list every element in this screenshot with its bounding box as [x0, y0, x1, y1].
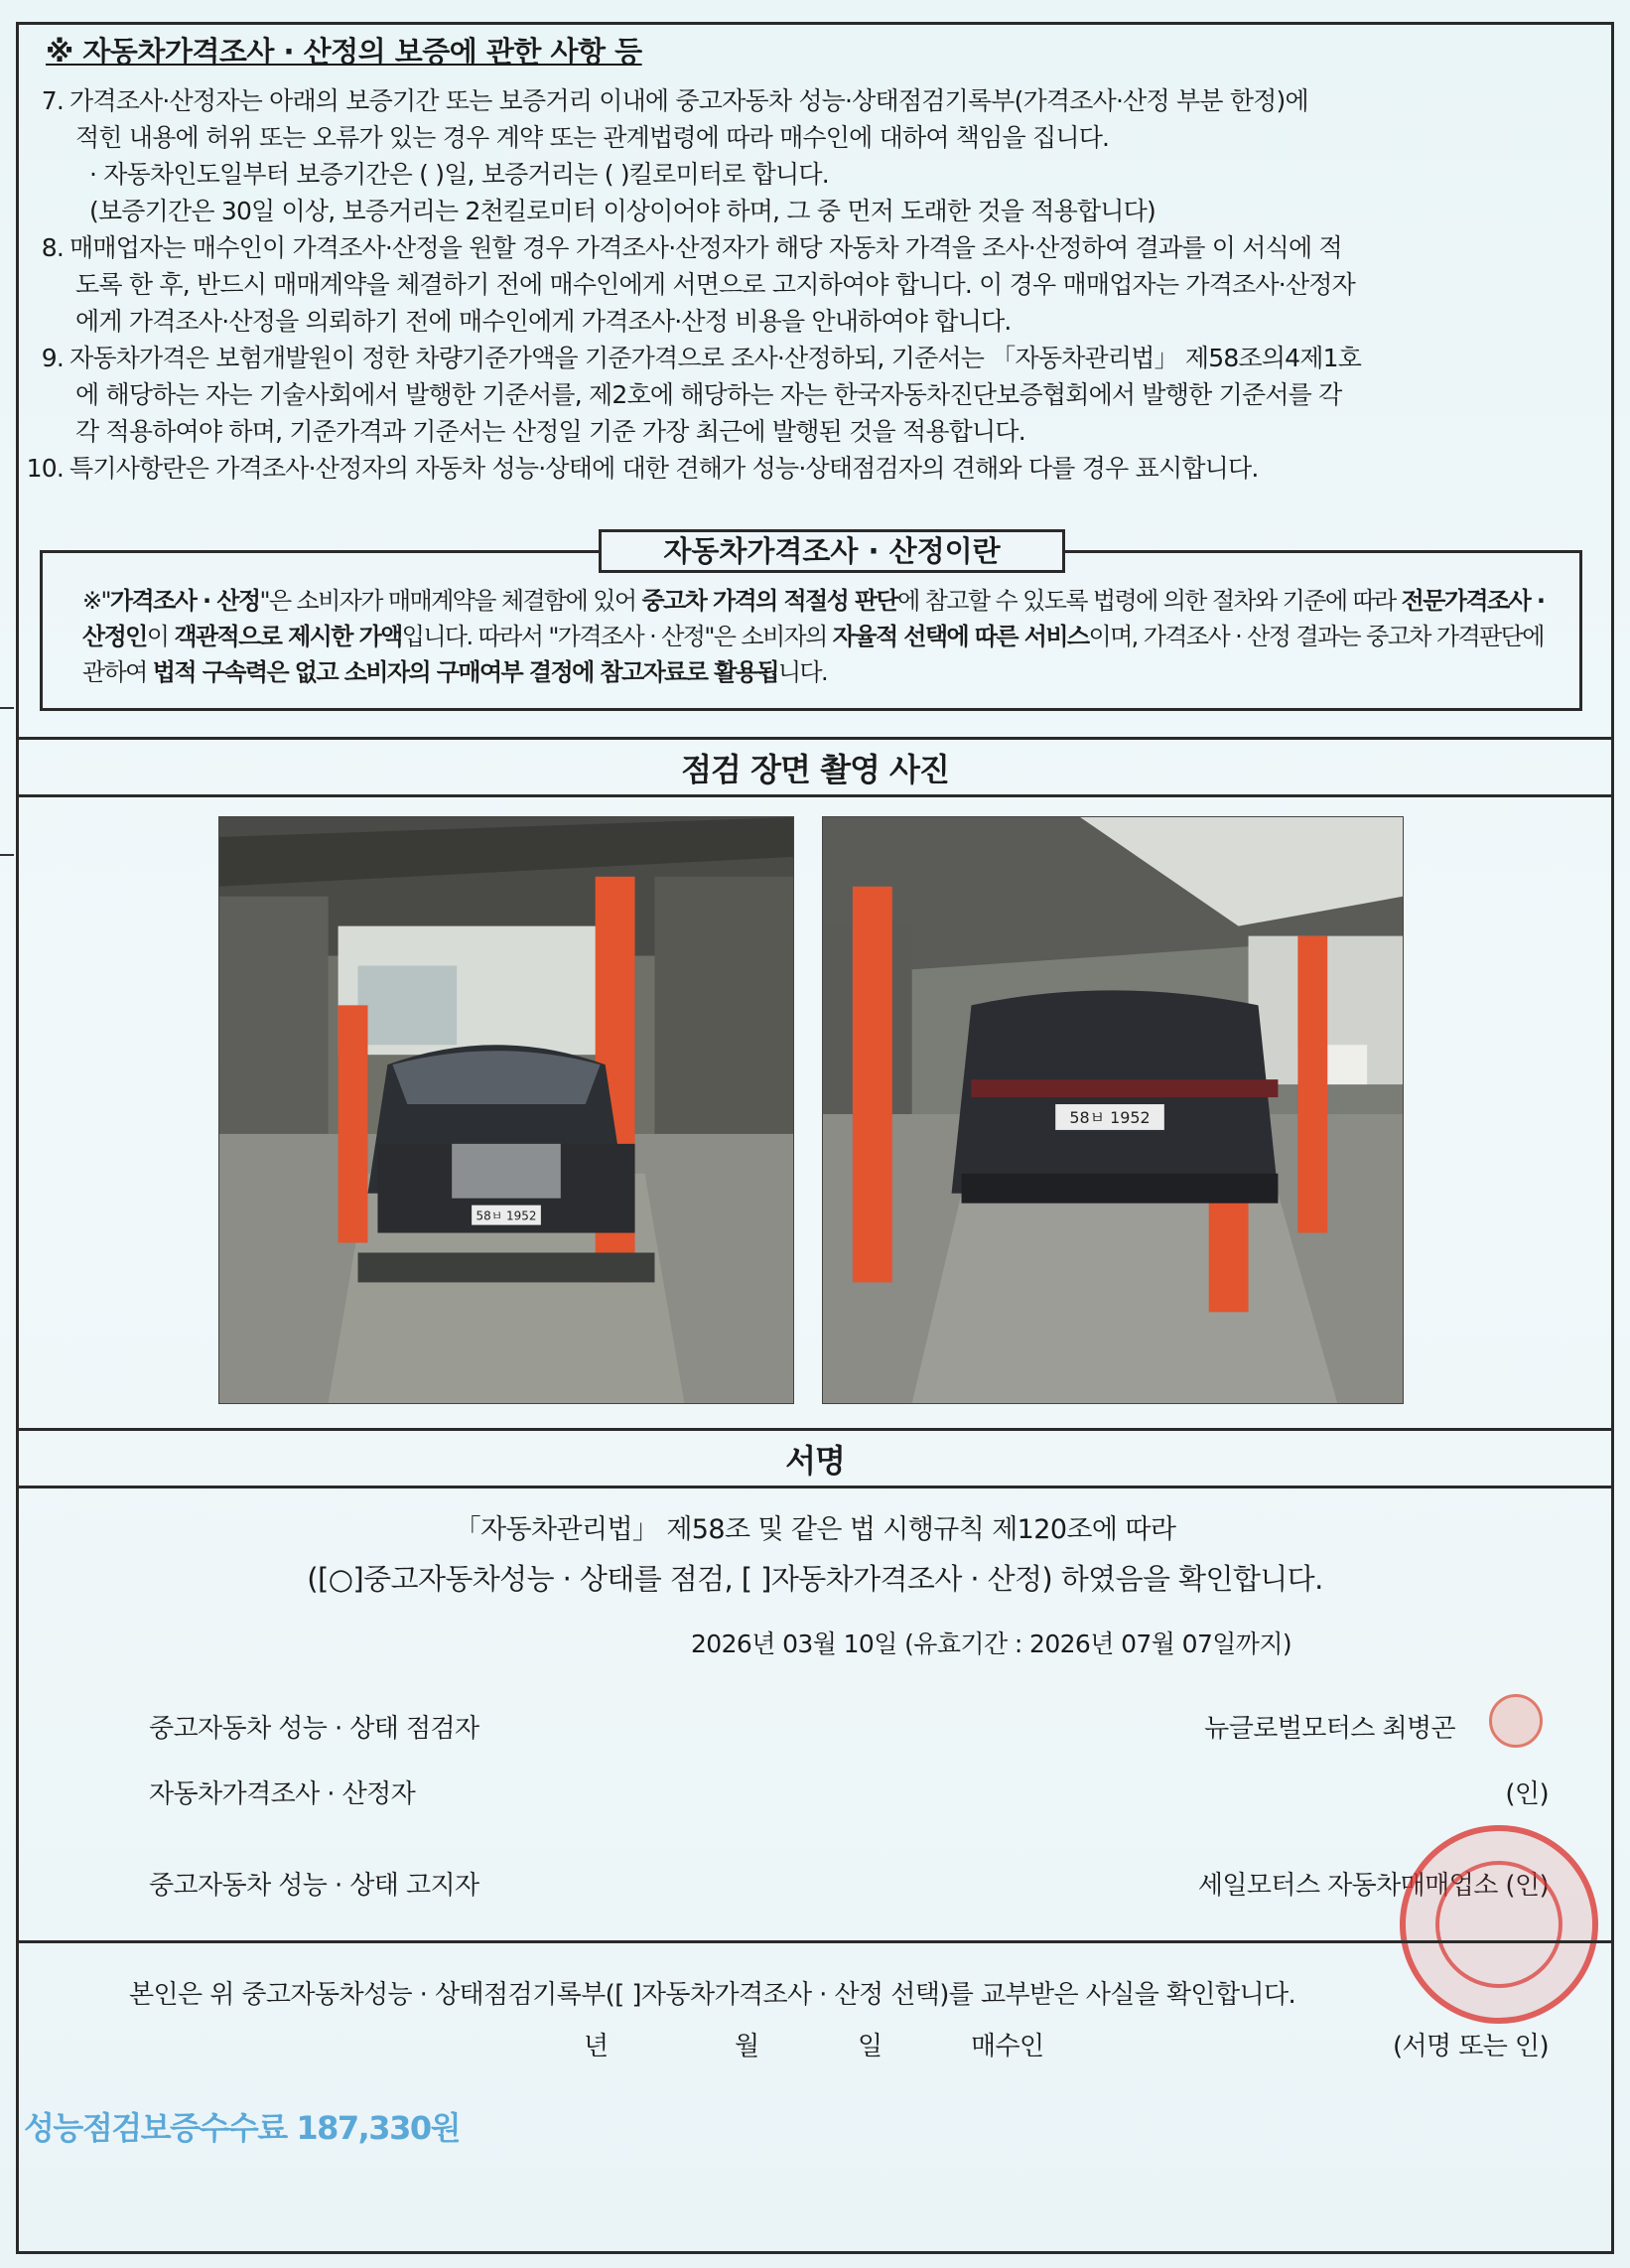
- definition-segment: 법적 구속력은 없고 소비자의 구매여부 결정에 참고자료로 활용됩: [152, 658, 778, 686]
- inspector-seal: [1489, 1694, 1543, 1748]
- warranty-item-text: 가격조사·산정자는 아래의 보증기간 또는 보증거리 이내에 중고자동차 성능·상태점검기록부(가격조사·산정 부분 한정)에: [69, 86, 1308, 115]
- inspector-role: 중고자동차 성능 · 상태 점검자: [149, 1714, 479, 1744]
- definition-segment: 중고차 가격의 적절성 판단: [641, 587, 898, 615]
- warranty-item-line: 에 해당하는 자는 기술사회에서 발행한 기준서를, 제2호에 해당하는 자는 한국자동차진단보증협회에서 발행한 기준서를 각: [75, 380, 1342, 409]
- warranty-item-line: [20, 340, 1608, 376]
- definition-segment: 이: [146, 623, 175, 650]
- warranty-item-line: 도록 한 후, 반드시 매매계약을 체결하기 전에 매수인에게 서면으로 고지하여야 합니다. 이 경우 매매업자는 가격조사·산정자: [75, 270, 1356, 299]
- warranty-item-text: 특기사항란은 가격조사·산정자의 자동차 성능·상태에 대한 견해가 성능·상태점검자의 견해와 다를 경우 표시합니다.: [69, 454, 1259, 483]
- receipt-year: 년: [584, 2032, 609, 2061]
- photo-section-title: 점검 장면 촬영 사진: [681, 751, 949, 788]
- definition-box: [40, 534, 1582, 711]
- notifier-name: 세일모터스 자동차매매업소 (인): [1197, 1871, 1549, 1901]
- appraiser-seal-mark: (인): [1505, 1779, 1549, 1809]
- warranty-item-number: 10.: [26, 454, 64, 483]
- inspection-photo-front: [218, 816, 794, 1404]
- notifier-role: 중고자동차 성능 · 상태 고지자: [149, 1871, 479, 1901]
- warranty-item-line: [20, 450, 1608, 487]
- definition-segment: 이며, 가격조사 · 산정 결과는 중고차 가격판단에 관하여: [82, 623, 1544, 686]
- inspection-date: 2026년 03월 10일 (유효기간 : 2026년 07월 07일까지): [691, 1630, 1292, 1658]
- front-plate-text: 58ㅂ 1952: [475, 1208, 537, 1223]
- warranty-item-line: 에게 가격조사·산정을 의뢰하기 전에 매수인에게 가격조사·산정 비용을 안내하여야 합니다.: [75, 307, 1012, 336]
- section-divider: [16, 1940, 1614, 1943]
- warranty-section: [20, 30, 1608, 487]
- dealer-seal: [1400, 1825, 1598, 2024]
- definition-segment: "은 소비자가 매매계약을 체결함에 있어: [259, 587, 642, 615]
- warranty-item-line: 각 적용하여야 하며, 기준가격과 기준서는 산정일 기준 가장 최근에 발행된 것을 적용합니다.: [75, 417, 1025, 446]
- warranty-item-text: 자동차가격은 보험개발원이 정한 차량기준가액을 기준가격으로 조사·산정하되, 기준서는 「자동차관리법」 제58조의4제1호: [69, 344, 1362, 372]
- warranty-item-number: 8.: [41, 233, 64, 262]
- definition-segment: 입니다. 따라서 "가격조사 · 산정"은 소비자의: [401, 623, 833, 650]
- receipt-confirmation: 본인은 위 중고자동차성능 · 상태점검기록부([ ]자동차가격조사 · 산정 선택)를 교부받은 사실을 확인합니다.: [129, 1980, 1296, 2010]
- warranty-item-number: 7.: [41, 86, 64, 115]
- definition-segment: 전문가격조사 · 산정인: [82, 587, 1545, 650]
- warranty-item: [20, 450, 1608, 487]
- confirmation-line: ([○]중고자동차성능 · 상태를 점검, [ ]자동차가격조사 · 산정) 하였음을 확인합니다.: [307, 1562, 1323, 1596]
- warranty-item: [20, 340, 1608, 450]
- warranty-sub-line: · 자동차인도일부터 보증기간은 ( )일, 보증거리는 ( )킬로미터로 합니다.: [89, 160, 829, 189]
- definition-segment: 니다.: [777, 658, 828, 686]
- warranty-fee-note: 성능점검보증수수료 187,330원: [24, 2109, 461, 2147]
- section-divider: [16, 1486, 1614, 1488]
- warranty-item-line: 적힌 내용에 허위 또는 오류가 있는 경우 계약 또는 관계법령에 따라 매수인에 대하여 책임을 집니다.: [75, 123, 1110, 152]
- definition-segment: 자율적 선택에 따른 서비스: [832, 623, 1089, 650]
- definition-text: [82, 583, 1562, 690]
- section-divider: [16, 737, 1614, 740]
- section-divider: [16, 1428, 1614, 1431]
- definition-segment: 에 참고할 수 있도록 법령에 의한 절차와 기준에 따라: [897, 587, 1402, 615]
- receipt-month: 월: [735, 2032, 759, 2061]
- definition-title: 자동차가격조사 · 산정이란: [599, 529, 1065, 573]
- inspection-photo-rear: [822, 816, 1404, 1404]
- inspector-name: 뉴글로벌모터스 최병곤: [1204, 1714, 1455, 1744]
- margin-tick: [0, 707, 14, 709]
- buyer-signature-mark: (서명 또는 인): [1393, 2032, 1549, 2061]
- warranty-item-line: [20, 82, 1608, 119]
- definition-segment: 객관적으로 제시한 가액: [174, 623, 402, 650]
- warranty-item-line: [20, 229, 1608, 266]
- signature-section-title: 서명: [785, 1442, 845, 1480]
- definition-segment: ※": [82, 587, 110, 615]
- warranty-item: [20, 229, 1608, 340]
- law-reference-line: 「자동차관리법」 제58조 및 같은 법 시행규칙 제120조에 따라: [454, 1514, 1176, 1545]
- rear-plate-text: 58ㅂ 1952: [1069, 1107, 1151, 1127]
- warranty-item-number: 9.: [41, 344, 64, 372]
- warranty-item: [20, 82, 1608, 229]
- warranty-items: [20, 82, 1608, 487]
- section-divider: [16, 794, 1614, 797]
- warranty-item-text: 매매업자는 매수인이 가격조사·산정을 원할 경우 가격조사·산정자가 해당 자동차 가격을 조사·산정하여 결과를 이 서식에 적: [69, 233, 1342, 262]
- appraiser-role: 자동차가격조사 · 산정자: [149, 1779, 416, 1809]
- warranty-sub-line: (보증기간은 30일 이상, 보증거리는 2천킬로미터 이상이어야 하며, 그 중 먼저 도래한 것을 적용합니다): [89, 197, 1155, 225]
- margin-tick: [0, 854, 14, 856]
- warranty-title: ※ 자동차가격조사 · 산정의 보증에 관한 사항 등: [46, 35, 642, 69]
- buyer-label: 매수인: [971, 2032, 1044, 2061]
- receipt-day: 일: [858, 2032, 883, 2061]
- definition-segment: 가격조사 · 산정: [109, 587, 260, 615]
